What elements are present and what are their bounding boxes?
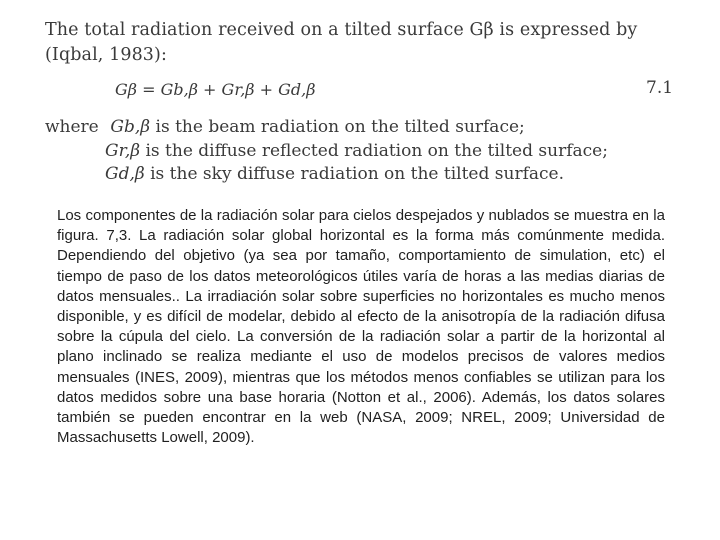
equation: Gβ = Gb,β + Gr,β + Gd,β: [115, 80, 316, 99]
scanned-textbook-excerpt: [0, 0, 720, 200]
intro-sentence: The total radiation received on a tilted surface Gβ is expressed by (Iqbal, 1983):: [45, 20, 638, 65]
definition-row: [105, 141, 608, 161]
definition-row: [105, 164, 564, 184]
definition-symbol: Gb,β: [110, 117, 151, 137]
where-label: where: [45, 117, 99, 137]
definition-symbol: Gr,β: [105, 141, 141, 161]
definition-text: is the beam radiation on the tilted surface;: [155, 117, 525, 137]
definition-row: [45, 117, 525, 137]
spanish-paragraph: Los componentes de la radiación solar para cielos despejados y nublados se muestra en la figura. 7,3. La radiación solar global horizontal es la forma más comúnmente medida. Dependiendo del objetivo (ya sea por tamaño, comportamiento de simulation, etc) el tiempo de paso de los datos meteorológicos útiles varía de horas a las medias diarias de datos mensuales.. La irradiación solar sobre superficies no horizontales es mucho menos disponible, y es difícil de modelar, debido al efecto de la anisotropía de la radiación difusa sobre la cúpula del cielo. La conversión de la radiación solar a partir de la horizontal al plano inclinado se realiza mediante el uso de modelos precisos de valores medios mensuales (INES, 2009), mientras que los métodos menos confiables se utilizan para los datos medidos sobre una base horaria (Notton et al., 2006). Además, los datos solares también se pueden encontrar en la web (NASA, 2009; NREL, 2009; Universidad de Massachusetts Lowell, 2009).: [57, 207, 665, 447]
definition-symbol: Gd,β: [105, 164, 145, 184]
definition-text: is the sky diffuse radiation on the tilted surface.: [150, 164, 564, 184]
equation-number: 7.1: [646, 78, 674, 98]
definition-text: is the diffuse reflected radiation on the tilted surface;: [145, 141, 608, 161]
